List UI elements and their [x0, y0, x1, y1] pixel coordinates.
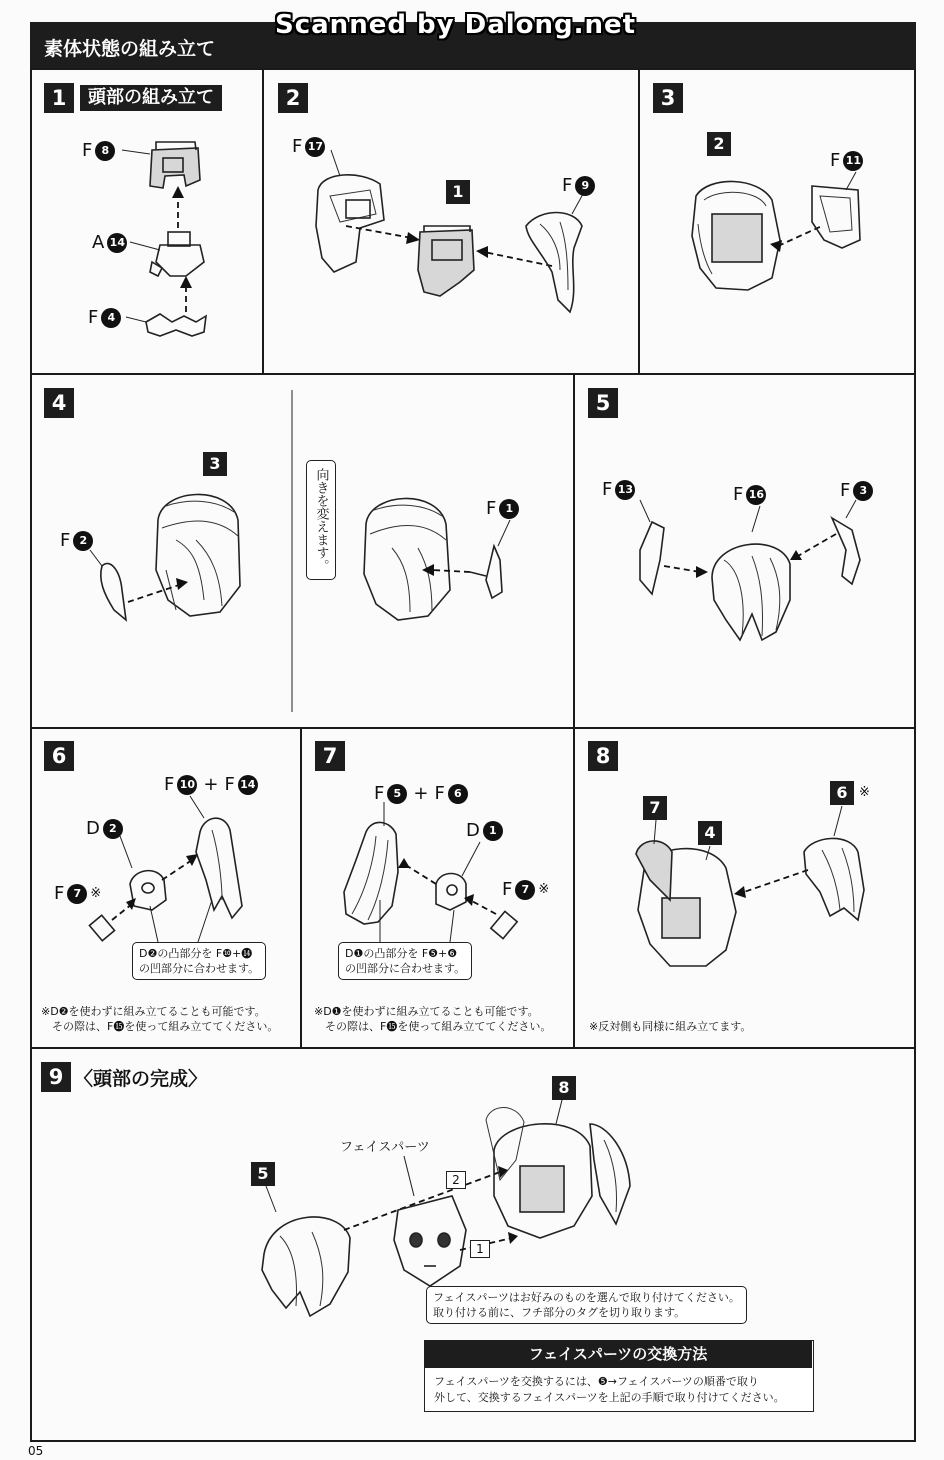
- step6-d2-joint: [130, 871, 166, 910]
- step8-ponytail-6: [804, 838, 864, 920]
- step5-f16-hair: [712, 544, 790, 640]
- step7-d1-joint: [436, 874, 466, 911]
- part-number-circle: 5: [387, 784, 407, 804]
- ref-badge-8: 8: [552, 1076, 576, 1100]
- part-number-circle: 16: [746, 485, 766, 505]
- face-exchange-title: フェイスパーツの交換方法: [424, 1340, 812, 1368]
- step7-ponytail: [344, 822, 398, 924]
- part-number-circle: 7: [67, 884, 87, 904]
- step2-f9-hair-part: [526, 213, 582, 313]
- step-7-number: 7: [315, 741, 345, 771]
- step-9-title: 〈頭部の完成〉: [74, 1068, 208, 1090]
- step4-head-3: [156, 494, 240, 616]
- step-4-number: 4: [44, 388, 74, 418]
- part-number-circle: 11: [843, 151, 863, 171]
- scan-watermark: Scanned by Dalong.net: [275, 10, 637, 40]
- step2-f17-helmet-half: [316, 175, 384, 272]
- step-6-number: 6: [44, 741, 74, 771]
- part-number-circle: 2: [73, 531, 93, 551]
- order-box-2: 2: [446, 1171, 466, 1189]
- step7-f7-pin: [491, 911, 517, 938]
- order-box-1: 1: [470, 1240, 490, 1258]
- part-label-f4: F 4: [88, 307, 121, 328]
- part-number-circle: 1: [483, 821, 503, 841]
- step3-assembly-2: [692, 181, 780, 290]
- step-9-callout: フェイスパーツはお好みのものを選んで取り付けてください。 取り付ける前に、フチ部分のタグを切り取ります。: [426, 1286, 747, 1324]
- part-number-circle: 8: [95, 141, 115, 161]
- step-3-number: 3: [653, 83, 683, 113]
- ref-badge-4: 4: [698, 821, 722, 845]
- ref-badge-3: 3: [203, 452, 227, 476]
- step4-f2-part: [101, 563, 126, 620]
- part-number-circle: 9: [575, 176, 595, 196]
- step4-head-rotated: [364, 498, 450, 620]
- step-8-number: 8: [588, 741, 618, 771]
- step9-face-part: [394, 1196, 466, 1286]
- step-7-note: ※D❶を使わずに組み立てることも可能です。 その際は、F⓯を使って組み立ててください。: [314, 1005, 552, 1033]
- step6-ponytail: [196, 818, 242, 918]
- step5-f13-part: [640, 522, 664, 594]
- part-label-f16: F 16: [733, 484, 766, 505]
- ref-badge-5: 5: [251, 1162, 275, 1186]
- part-label-f10-f14: F 10 + F 14: [164, 774, 258, 795]
- part-label-f1: F 1: [486, 498, 519, 519]
- part-label-f17: F 17: [292, 136, 325, 157]
- turn-direction-note: 向きを変えます。: [306, 460, 336, 580]
- step-1-title: 頭部の組み立て: [80, 85, 222, 111]
- step-9-number: 9: [41, 1062, 71, 1092]
- step9-head-assembly-8: [486, 1108, 630, 1239]
- step-7-callout: D❶の凸部分を F❺+❻ の凹部分に合わせます。: [338, 942, 472, 980]
- step1-a14-part: [150, 232, 204, 276]
- step5-f3-part: [832, 518, 860, 584]
- step-6-note: ※D❷を使わずに組み立てることも可能です。 その際は、F⓯を使って組み立ててください。: [41, 1005, 279, 1033]
- part-number-circle: 17: [305, 137, 325, 157]
- part-label-f3: F 3: [840, 480, 873, 501]
- step-6-callout: D❷の凸部分を F❿+⓮ の凹部分に合わせます。: [132, 942, 266, 980]
- page-number: 05: [28, 1444, 44, 1458]
- part-number-circle: 7: [515, 880, 535, 900]
- step8-assembly-4: [636, 841, 736, 966]
- part-number-circle: 6: [448, 784, 468, 804]
- part-number-circle: 1: [499, 499, 519, 519]
- step-2-number: 2: [278, 83, 308, 113]
- ref-badge-6: 6: [830, 781, 854, 805]
- face-parts-label: フェイスパーツ: [340, 1140, 430, 1155]
- part-number-circle: 14: [238, 775, 258, 795]
- part-label-f2: F 2: [60, 530, 93, 551]
- ref-badge-7: 7: [643, 796, 667, 820]
- step-8-note: ※反対側も同様に組み立てます。: [589, 1020, 752, 1033]
- step1-f8-part: [150, 142, 200, 188]
- part-label-f9: F 9: [562, 175, 595, 196]
- step1-f4-part: [146, 314, 206, 336]
- section-title: 素体状態の組み立て: [44, 38, 216, 60]
- part-label-d1: D 1: [466, 820, 503, 841]
- part-label-f7-step6: F 7 ※: [54, 883, 102, 904]
- part-label-f11: F 11: [830, 150, 863, 171]
- part-number-circle: 3: [853, 481, 873, 501]
- part-number-circle: 4: [101, 308, 121, 328]
- part-number-circle: 13: [615, 480, 635, 500]
- part-label-f8: F 8: [82, 140, 115, 161]
- ref-asterisk: ※: [859, 785, 870, 800]
- step4-f1-part: [470, 546, 502, 598]
- part-label-f13: F 13: [602, 479, 635, 500]
- ref-badge-2: 2: [707, 132, 731, 156]
- step-5-number: 5: [588, 388, 618, 418]
- part-label-d2: D 2: [86, 818, 123, 839]
- part-label-a14: A 14: [92, 232, 127, 253]
- step3-f11-part: [812, 186, 860, 248]
- face-exchange-body: フェイスパーツを交換するには、❺→フェイスパーツの順番で取り 外して、交換するフェイスパーツを上記の手順で取り付けてください。: [434, 1375, 785, 1404]
- step6-f7-pin: [89, 915, 114, 941]
- ref-badge-1: 1: [446, 180, 470, 204]
- step-1-number: 1: [44, 83, 74, 113]
- step2-assembly-1: [418, 226, 474, 296]
- part-label-f5-f6: F 5 + F 6: [374, 783, 468, 804]
- part-label-f7-step7: F 7 ※: [502, 879, 550, 900]
- part-number-circle: 14: [107, 233, 127, 253]
- part-number-circle: 10: [177, 775, 197, 795]
- part-number-circle: 2: [103, 819, 123, 839]
- step9-hair-5: [262, 1217, 350, 1316]
